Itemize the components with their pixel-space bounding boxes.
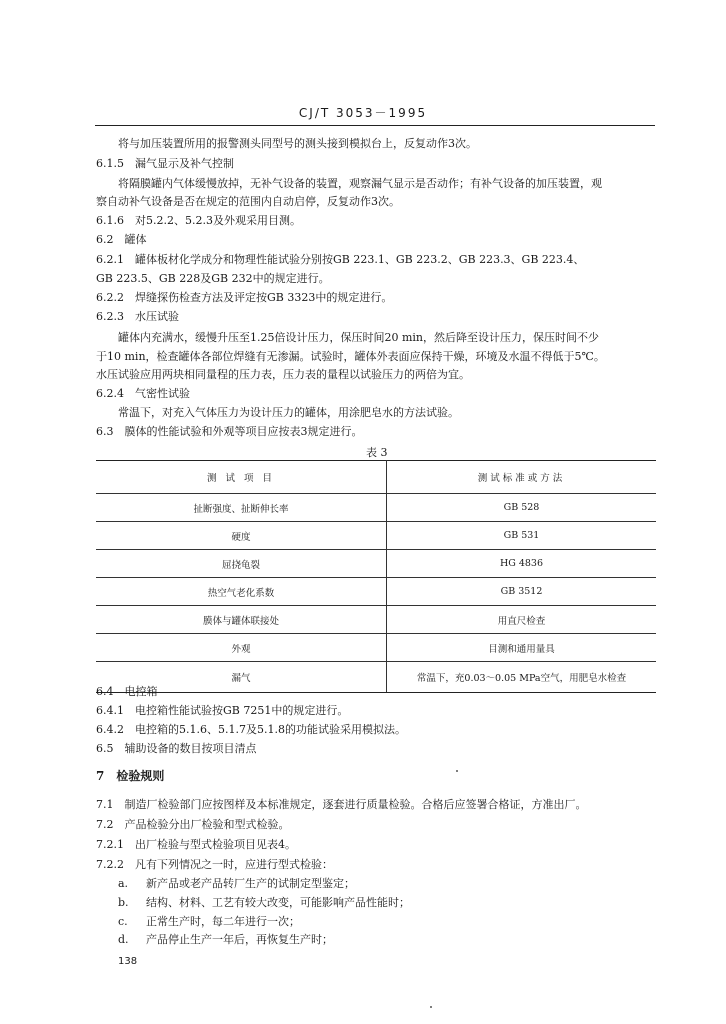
table-cell: 扯断强度、扯断伸长率 (96, 494, 387, 522)
section-heading: 6.4 电控箱 (96, 685, 158, 698)
table-cell: 硬度 (96, 522, 387, 550)
paragraph: 7.2.1 出厂检验与型式检验项目见表4。 (96, 838, 296, 851)
paragraph: 水压试验应用两块相同量程的压力表，压力表的量程以试验压力的两倍为宜。 (96, 368, 470, 381)
scan-speck (456, 770, 458, 772)
paragraph: GB 223.5、GB 228及GB 232中的规定进行。 (96, 272, 330, 285)
paragraph: 于10 min，检查罐体各部位焊缝有无渗漏。试验时，罐体外表面应保持干燥，环境及水温不得低于5℃。 (96, 350, 605, 363)
paragraph: 6.2.2 焊缝探伤检查方法及评定按GB 3323中的规定进行。 (96, 291, 393, 304)
paragraph: 7.2.2 凡有下列情况之一时，应进行型式检验： (96, 858, 333, 871)
table-cell: 屈挠龟裂 (96, 550, 387, 578)
list-marker: b. (118, 896, 129, 909)
list-marker: a. (118, 877, 129, 890)
scan-speck (430, 1006, 432, 1008)
chapter-heading: 7 检验规则 (96, 769, 165, 783)
paragraph: 6.1.6 对5.2.2、5.2.3及外观采用目测。 (96, 214, 301, 227)
test-table (96, 460, 656, 693)
table-row (96, 494, 656, 522)
header-rule (95, 125, 655, 126)
table-header-row (96, 461, 656, 494)
list-item: 正常生产时，每二年进行一次； (146, 915, 300, 928)
table-cell: 外观 (96, 634, 387, 662)
table-cell: 用直尺检查 (387, 606, 657, 634)
table-cell: GB 531 (387, 522, 657, 550)
column-header: 测试标准或方法 (387, 461, 657, 494)
paragraph: 罐体内充满水，缓慢升压至1.25倍设计压力，保压时间20 min，然后降至设计压力，保压时间不少 (118, 331, 600, 344)
table-caption: 表 3 (366, 446, 388, 459)
table-cell: GB 3512 (387, 578, 657, 606)
table-cell: GB 528 (387, 494, 657, 522)
list-item: 结构、材料、工艺有较大改变，可能影响产品性能时； (146, 896, 410, 909)
paragraph: 察自动补气设备是否在规定的范围内自动启停，反复动作3次。 (96, 195, 400, 208)
table-row (96, 550, 656, 578)
paragraph: 6.2.1 罐体板材化学成分和物理性能试验分别按GB 223.1、GB 223.2、GB 223.3、GB 223.4、 (96, 253, 585, 266)
section-heading: 6.2 罐体 (96, 233, 147, 246)
paragraph: 将隔膜罐内气体缓慢放掉，无补气设备的装置，观察漏气显示是否动作；有补气设备的加压装置，观 (118, 177, 602, 190)
paragraph: 7.2 产品检验分出厂检验和型式检验。 (96, 818, 290, 831)
section-heading: 6.2.3 水压试验 (96, 310, 179, 323)
table-cell: 漏气 (96, 662, 387, 693)
column-header: 测 试 项 目 (96, 461, 387, 494)
table-cell: 膜体与罐体联接处 (96, 606, 387, 634)
paragraph: 6.3 膜体的性能试验和外观等项目应按表3规定进行。 (96, 425, 363, 438)
list-marker: d. (118, 933, 129, 946)
page-number: 138 (118, 956, 138, 967)
table-cell: 目测和通用量具 (387, 634, 657, 662)
section-heading: 6.5 辅助设备的数目按项目清点 (96, 742, 257, 755)
table-row (96, 634, 656, 662)
paragraph: 7.1 制造厂检验部门应按图样及本标准规定，逐套进行质量检验。合格后应签署合格证，方准出厂。 (96, 798, 587, 811)
table-cell: 热空气老化系数 (96, 578, 387, 606)
table-cell: 常温下，充0.03～0.05 MPa空气，用肥皂水检查 (387, 662, 657, 693)
list-marker: c. (118, 915, 128, 928)
standard-code-header: CJ/T 3053－1995 (298, 106, 428, 120)
section-heading: 6.1.5 漏气显示及补气控制 (96, 157, 234, 170)
table-row (96, 522, 656, 550)
paragraph: 6.4.1 电控箱性能试验按GB 7251中的规定进行。 (96, 704, 349, 717)
table-cell: HG 4836 (387, 550, 657, 578)
list-item: 新产品或老产品转厂生产的试制定型鉴定； (146, 877, 355, 890)
paragraph: 6.4.2 电控箱的5.1.6、5.1.7及5.1.8的功能试验采用模拟法。 (96, 723, 406, 736)
paragraph: 常温下，对充入气体压力为设计压力的罐体，用涂肥皂水的方法试验。 (118, 406, 459, 419)
table-row (96, 606, 656, 634)
table-row (96, 662, 656, 693)
list-item: 产品停止生产一年后，再恢复生产时； (146, 933, 333, 946)
section-heading: 6.2.4 气密性试验 (96, 387, 190, 400)
paragraph: 将与加压装置所用的报警测头同型号的测头接到模拟台上，反复动作3次。 (118, 137, 477, 150)
table-row (96, 578, 656, 606)
